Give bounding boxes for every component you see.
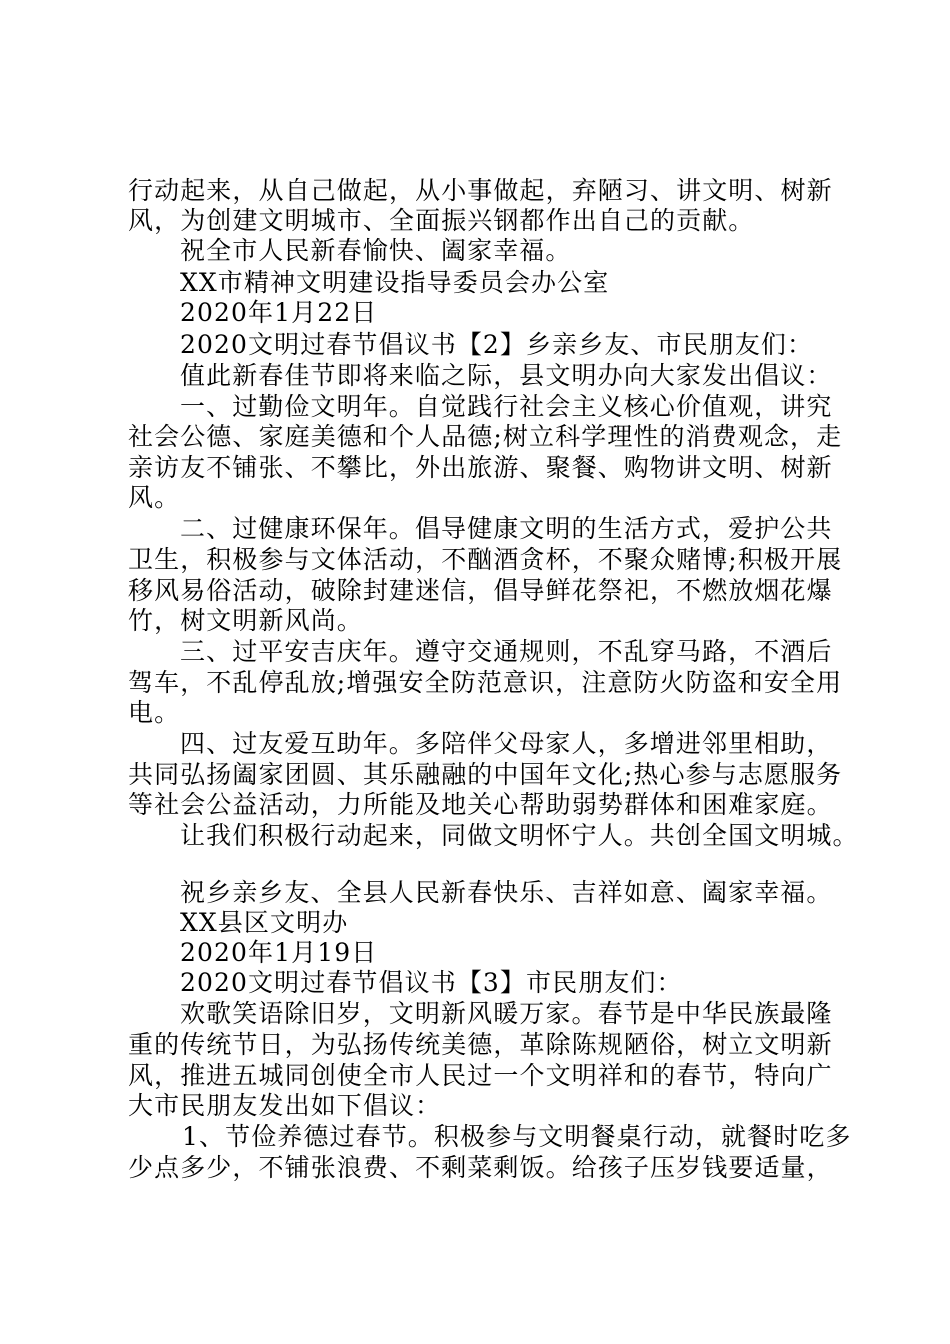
text-line: 2020年1月19日 (180, 938, 378, 967)
text-line: XX县区文明办 (180, 908, 349, 937)
text-line: 让我们积极行动起来，同做文明怀宁人。共创全国文明城。 (180, 821, 859, 850)
text-line: 移风易俗活动，破除封建迷信，倡导鲜花祭祀，不燃放烟花爆 (128, 576, 833, 605)
text-line: 2020文明过春节倡议书【2】乡亲乡友、市民朋友们： (180, 330, 814, 359)
text-line: 值此新春佳节即将来临之际，县文明办向大家发出倡议： (180, 361, 833, 390)
text-line: 大市民朋友发出如下倡议： (128, 1091, 442, 1120)
text-line: 2020文明过春节倡议书【3】市民朋友们： (180, 968, 683, 997)
text-line: 祝全市人民新春愉快、阖家幸福。 (180, 236, 572, 265)
text-line: 风。 (128, 483, 181, 512)
text-line: 欢歌笑语除旧岁，文明新风暖万家。春节是中华民族最隆 (180, 999, 833, 1028)
text-line: 四、过友爱互助年。多陪伴父母家人，多增进邻里相助， (180, 729, 833, 758)
text-line: 2020年1月22日 (180, 298, 378, 327)
text-line: 一、过勤俭文明年。自觉践行社会主义核心价值观，讲究 (180, 392, 833, 421)
text-line: XX市精神文明建设指导委员会办公室 (180, 268, 610, 297)
text-line: 祝乡亲乡友、全县人民新春快乐、吉祥如意、阖家幸福。 (180, 878, 833, 907)
text-line: 等社会公益活动，力所能及地关心帮助弱势群体和困难家庭。 (128, 790, 833, 819)
text-line: 行动起来，从自己做起，从小事做起，弃陋习、讲文明、树新 (128, 176, 833, 205)
text-line: 社会公德、家庭美德和个人品德;树立科学理性的消费观念，走 (128, 422, 843, 451)
text-line: 风，推进五城同创使全市人民过一个文明祥和的春节，特向广 (128, 1061, 833, 1090)
text-line: 1、节俭养德过春节。积极参与文明餐桌行动，就餐时吃多 (182, 1122, 852, 1151)
text-line: 卫生，积极参与文体活动，不酗酒贪杯，不聚众赌博;积极开展 (128, 545, 843, 574)
text-line: 亲访友不铺张、不攀比，外出旅游、聚餐、购物讲文明、树新 (128, 453, 833, 482)
text-line: 二、过健康环保年。倡导健康文明的生活方式，爱护公共 (180, 514, 833, 543)
text-line: 竹，树文明新风尚。 (128, 606, 363, 635)
text-line: 共同弘扬阖家团圆、其乐融融的中国年文化;热心参与志愿服务 (128, 760, 843, 789)
text-line: 重的传统节日，为弘扬传统美德，革除陈规陋俗，树立文明新 (128, 1030, 833, 1059)
text-line: 电。 (128, 698, 181, 727)
text-line: 风，为创建文明城市、全面振兴钢都作出自己的贡献。 (128, 206, 755, 235)
text-line: 少点多少，不铺张浪费、不剩菜剩饭。给孩子压岁钱要适量， (128, 1153, 833, 1182)
text-line: 三、过平安吉庆年。遵守交通规则，不乱穿马路，不酒后 (180, 637, 833, 666)
text-line: 驾车，不乱停乱放;增强安全防范意识，注意防火防盗和安全用 (128, 668, 843, 697)
